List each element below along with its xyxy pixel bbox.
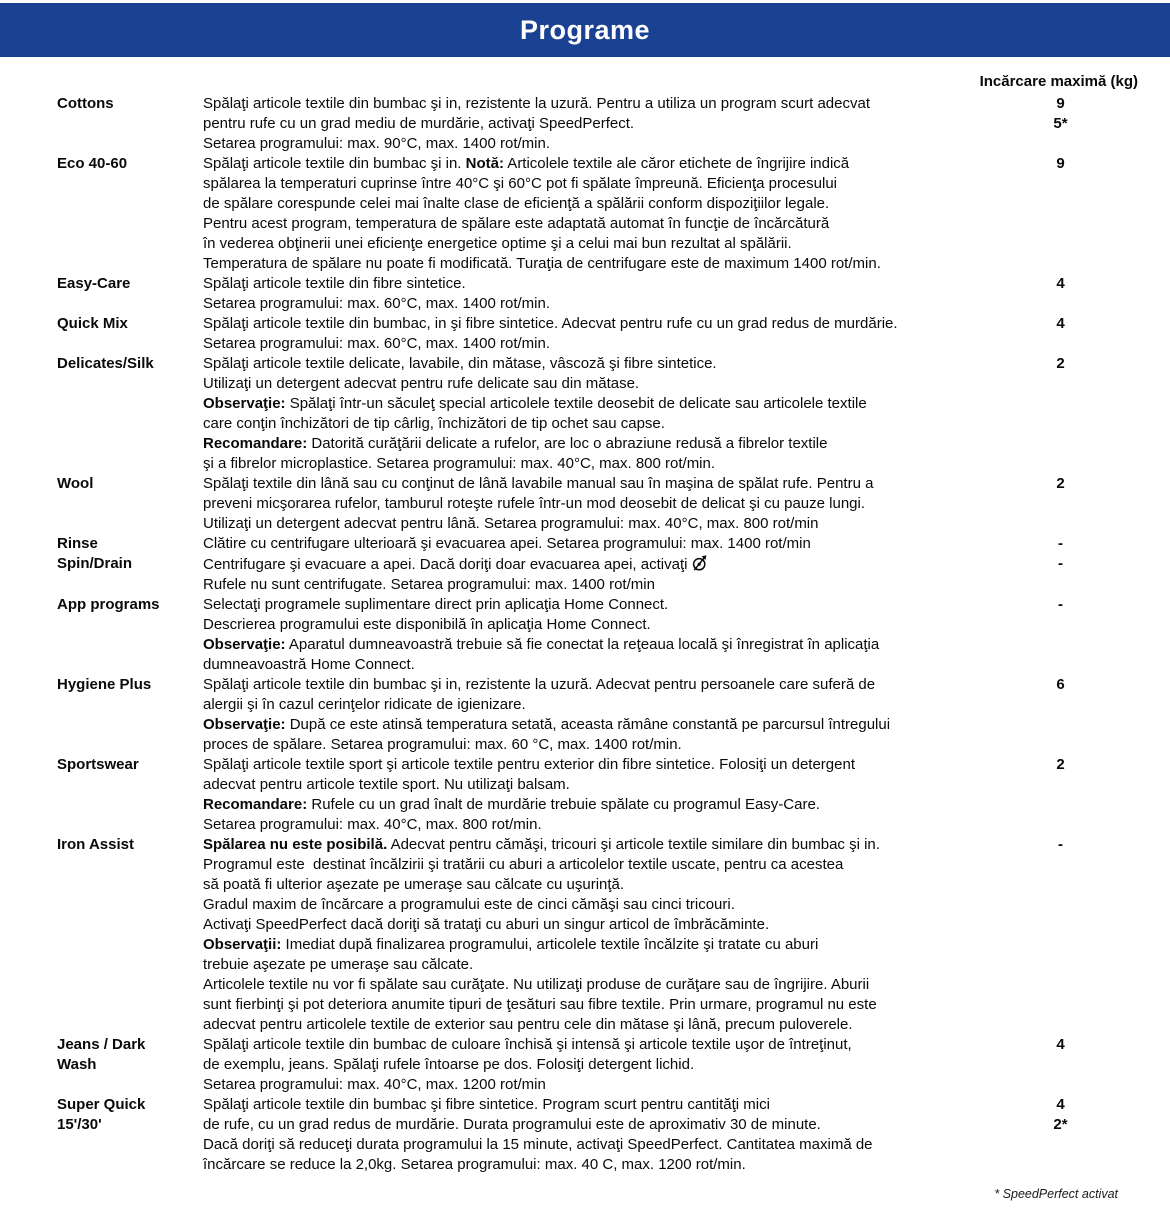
program-row	[57, 154, 1138, 274]
description-bold-text: Spălarea nu este posibilă.	[203, 836, 388, 853]
program-description	[203, 1095, 983, 1175]
program-max-load	[983, 1095, 1138, 1175]
description-text: Programul este destinat încălzirii şi tratării cu aburi a articolelor textile uscate, pentru ca acestea	[203, 856, 844, 873]
program-max-load	[983, 675, 1138, 755]
description-line	[203, 675, 983, 695]
program-description	[203, 755, 983, 835]
description-line	[203, 1155, 983, 1175]
description-line	[203, 314, 983, 334]
description-text: adecvat pentru articolele textile de exterior sau pentru cele din mătase şi lână, precum puloverele.	[203, 1016, 853, 1033]
description-line	[203, 755, 983, 775]
description-bold-text: Notă:	[465, 155, 504, 172]
description-line	[203, 895, 983, 915]
description-text: Setarea programului: max. 60°C, max. 1400 rot/min.	[203, 335, 550, 352]
program-name-line: Rinse	[57, 535, 98, 552]
description-text: După ce este atinsă temperatura setată, aceasta rămâne constantă pe parcursul întregului	[285, 716, 891, 733]
program-name-line: Hygiene Plus	[57, 676, 152, 693]
load-value: -	[1058, 535, 1063, 552]
description-bold-text: Observaţie:	[203, 716, 286, 733]
description-line	[203, 615, 983, 635]
description-line	[203, 174, 983, 194]
description-line	[203, 494, 983, 514]
program-name-line: Wash	[57, 1056, 97, 1073]
description-text: Gradul maxim de încărcare a programului este de cinci cămăşi sau cinci tricouri.	[203, 896, 735, 913]
program-max-load	[983, 154, 1138, 274]
load-value: 9	[1056, 155, 1065, 172]
program-name-line: 15'/30'	[57, 1116, 102, 1133]
program-name-line: Wool	[57, 475, 94, 492]
page-title: Programe	[519, 14, 651, 45]
program-name-line: Delicates/Silk	[57, 355, 154, 372]
load-value: 6	[1056, 676, 1065, 693]
program-description	[203, 474, 983, 534]
load-value: 4	[1056, 315, 1065, 332]
description-line	[203, 595, 983, 615]
description-bold-text: Recomandare:	[203, 435, 308, 452]
description-bold-text: Observaţii:	[203, 936, 282, 953]
program-row	[57, 675, 1138, 755]
description-line	[203, 1015, 983, 1035]
program-name	[57, 314, 203, 354]
description-text: Clătire cu centrifugare ulterioară şi evacuarea apei. Setarea programului: max. 1400 rot/min	[203, 535, 811, 552]
description-line	[203, 134, 983, 154]
load-value: -	[1058, 596, 1063, 613]
load-value: 2*	[1053, 1116, 1068, 1133]
program-name-line: Super Quick	[57, 1096, 146, 1113]
description-line	[203, 635, 983, 655]
description-line	[203, 775, 983, 795]
program-row	[57, 94, 1138, 154]
program-row	[57, 835, 1138, 1035]
description-text: Aparatul dumneavoastră trebuie să fie conectat la reţeaua locală şi înregistrat în aplicaţia	[285, 636, 880, 653]
description-line	[203, 434, 983, 454]
speedperfect-footnote: * SpeedPerfect activat	[994, 1187, 1118, 1201]
programs-table	[57, 94, 1138, 1175]
load-value: 2	[1056, 355, 1065, 372]
description-line	[203, 194, 983, 214]
description-line	[203, 114, 983, 134]
description-text: dumneavoastră Home Connect.	[203, 656, 415, 673]
description-text: Rufele cu un grad înalt de murdărie trebuie spălate cu programul Easy-Care.	[307, 796, 820, 813]
program-name	[57, 354, 203, 474]
description-text: Dacă doriţi să reduceţi durata programului la 15 minute, activaţi SpeedPerfect. Cantitatea maximă de	[203, 1136, 873, 1153]
description-line	[203, 955, 983, 975]
description-text: Setarea programului: max. 40°C, max. 800 rot/min.	[203, 816, 542, 833]
description-text: Spălaţi articole textile din bumbac, in şi fibre sintetice. Adecvat pentru rufe cu un grad redus de murdărie.	[203, 315, 898, 332]
description-text: Descrierea programului este disponibilă în aplicaţia Home Connect.	[203, 616, 651, 633]
program-max-load	[983, 354, 1138, 474]
program-name	[57, 534, 203, 554]
page-header	[0, 3, 1170, 57]
program-max-load	[983, 595, 1138, 675]
description-text: pentru rufe cu un grad mediu de murdărie, activaţi SpeedPerfect.	[203, 115, 635, 132]
program-name-line: Spin/Drain	[57, 555, 133, 572]
program-description	[203, 314, 983, 354]
program-name-line: Jeans / Dark	[57, 1036, 146, 1053]
description-line	[203, 1075, 983, 1095]
description-line	[203, 354, 983, 374]
load-value: -	[1058, 836, 1063, 853]
description-text: Datorită curăţării delicate a rufelor, are loc o abraziune redusă a fibrelor textile	[307, 435, 828, 452]
description-line	[203, 735, 983, 755]
description-text: sunt fierbinţi şi pot deteriora anumite tipuri de ţesături sau fibre textile. Prin urmare, programul nu este	[203, 996, 877, 1013]
description-line	[203, 995, 983, 1015]
description-line	[203, 875, 983, 895]
description-line	[203, 274, 983, 294]
description-line	[203, 94, 983, 114]
description-text: Utilizaţi un detergent adecvat pentru lână. Setarea programului: max. 40°C, max. 800 rot/min	[203, 515, 819, 532]
program-row	[57, 314, 1138, 354]
program-row	[57, 595, 1138, 675]
program-name	[57, 154, 203, 274]
description-text: încărcare se reduce la 2,0kg. Setarea programului: max. 40 C, max. 1200 rot/min.	[203, 1156, 746, 1173]
description-text: Spălaţi articole textile sport şi articole textile pentru exterior din fibre sintetice. Folosiţi un detergent	[203, 756, 855, 773]
description-line	[203, 695, 983, 715]
description-line	[203, 1115, 983, 1135]
program-max-load	[983, 1035, 1138, 1095]
description-text: Spălaţi articole textile delicate, lavabile, din mătase, vâscoză şi fibre sintetice.	[203, 355, 717, 372]
description-text: Activaţi SpeedPerfect dacă doriţi să trataţi cu aburi un singur articol de îmbrăcăminte.	[203, 916, 770, 933]
description-text: Articolele textile ale căror etichete de îngrijire indică	[503, 155, 850, 172]
description-text: Pentru acest program, temperatura de spălare este adaptată automat în funcţie de încărcătură	[203, 215, 830, 232]
program-row	[57, 1035, 1138, 1095]
program-max-load	[983, 835, 1138, 1035]
load-value: 9	[1056, 95, 1065, 112]
load-value: 2	[1056, 475, 1065, 492]
program-row	[57, 354, 1138, 474]
description-text: Utilizaţi un detergent adecvat pentru rufe delicate sau din mătase.	[203, 375, 640, 392]
description-text: Spălaţi textile din lână sau cu conţinut de lână lavabile manual sau în maşina de spălat rufe. Pentru a	[203, 475, 874, 492]
description-text: Articolele textile nu vor fi spălate sau curăţate. Nu utilizaţi produse de curăţare sau de îngrijire. Aburii	[203, 976, 870, 993]
program-description	[203, 835, 983, 1035]
description-line	[203, 815, 983, 835]
program-description	[203, 354, 983, 474]
load-value: 4	[1056, 1036, 1065, 1053]
program-row	[57, 755, 1138, 835]
description-line	[203, 1135, 983, 1155]
program-description	[203, 675, 983, 755]
description-line	[203, 414, 983, 434]
description-line	[203, 1035, 983, 1055]
program-row	[57, 274, 1138, 314]
program-name-line: Eco 40-60	[57, 155, 128, 172]
program-name	[57, 675, 203, 755]
description-text: Spălaţi articole textile din bumbac şi in, rezistente la uzură. Pentru a utiliza un program scurt adecvat	[203, 95, 871, 112]
description-text: Temperatura de spălare nu poate fi modificată. Turaţia de centrifugare este de maximum 1400 rot/min.	[203, 255, 881, 272]
description-bold-text: Recomandare:	[203, 796, 308, 813]
description-line	[203, 715, 983, 735]
program-max-load	[983, 474, 1138, 534]
description-text: spălarea la temperaturi cuprinse între 40°C şi 60°C pot fi spălate împreună. Eficienţa procesului	[203, 175, 837, 192]
description-text: Spălaţi articole textile din bumbac şi fibre sintetice. Program scurt pentru cantităţi mici	[203, 1096, 770, 1113]
description-text: de rufe, cu un grad redus de murdărie. Durata programului este de aproximativ 30 de minute.	[203, 1116, 821, 1133]
description-line	[203, 234, 983, 254]
program-row	[57, 534, 1138, 554]
description-line	[203, 835, 983, 855]
load-value: 5*	[1053, 115, 1068, 132]
program-max-load	[983, 94, 1138, 154]
description-line	[203, 514, 983, 534]
description-line	[203, 214, 983, 234]
description-line	[203, 795, 983, 815]
program-row	[57, 474, 1138, 534]
program-row	[57, 554, 1138, 595]
description-text: care conţin închizători de tip cârlig, închizători de tip ochet sau capse.	[203, 415, 665, 432]
program-max-load	[983, 534, 1138, 554]
description-line	[203, 394, 983, 414]
program-name-line: Sportswear	[57, 756, 139, 773]
load-value: 2	[1056, 756, 1065, 773]
description-bold-text: Observaţie:	[203, 636, 286, 653]
description-line	[203, 855, 983, 875]
description-line	[203, 534, 983, 554]
max-load-column-header: Incărcare maximă (kg)	[979, 73, 1138, 90]
description-line	[203, 334, 983, 354]
description-text: trebuie aşezate pe umeraşe sau călcate.	[203, 956, 474, 973]
description-text: Setarea programului: max. 60°C, max. 1400 rot/min.	[203, 295, 550, 312]
program-name-line: Iron Assist	[57, 836, 134, 853]
program-description	[203, 274, 983, 314]
description-text: Centrifugare şi evacuare a apei. Dacă doriţi doar evacuarea apei, activaţi	[203, 556, 692, 573]
description-text: Selectaţi programele suplimentare direct prin aplicaţia Home Connect.	[203, 596, 669, 613]
program-description	[203, 154, 983, 274]
program-max-load	[983, 274, 1138, 314]
program-description	[203, 554, 983, 595]
description-text: proces de spălare. Setarea programului: max. 60 °C, max. 1400 rot/min.	[203, 736, 682, 753]
program-name	[57, 94, 203, 154]
description-text: Setarea programului: max. 40°C, max. 1200 rot/min	[203, 1076, 546, 1093]
program-description	[203, 595, 983, 675]
program-row	[57, 1095, 1138, 1175]
program-name	[57, 755, 203, 835]
program-description	[203, 94, 983, 154]
program-name	[57, 595, 203, 675]
description-line	[203, 915, 983, 935]
content-area	[0, 72, 1170, 1201]
description-text: alergii şi în cazul cerinţelor ridicate de igienizare.	[203, 696, 526, 713]
description-line	[203, 294, 983, 314]
description-line	[203, 254, 983, 274]
description-line	[203, 575, 983, 595]
program-name	[57, 835, 203, 1035]
program-name	[57, 1095, 203, 1175]
description-line	[203, 474, 983, 494]
drain-icon	[692, 554, 708, 572]
description-bold-text: Observaţie:	[203, 395, 286, 412]
description-text: Rufele nu sunt centrifugate. Setarea programului: max. 1400 rot/min	[203, 576, 655, 593]
description-text: Spălaţi articole textile din fibre sintetice.	[203, 275, 466, 292]
program-name-line: Quick Mix	[57, 315, 128, 332]
program-max-load	[983, 755, 1138, 835]
program-name-line: Easy-Care	[57, 275, 131, 292]
description-line	[203, 1055, 983, 1075]
program-name-line: App programs	[57, 596, 160, 613]
program-description	[203, 534, 983, 554]
description-line	[203, 935, 983, 955]
description-line	[203, 454, 983, 474]
description-text: de exemplu, jeans. Spălaţi rufele întoarse pe dos. Folosiţi detergent lichid.	[203, 1056, 695, 1073]
description-text: de spălare corespunde celei mai înalte clase de eficienţă a spălării conform dispoziţiilor legale.	[203, 195, 830, 212]
description-line	[203, 1095, 983, 1115]
load-value: 4	[1056, 1096, 1065, 1113]
description-text: adecvat pentru articole textile sport. Nu utilizaţi balsam.	[203, 776, 570, 793]
description-text: Spălaţi articole textile din bumbac de culoare închisă şi intensă şi articole textile uşor de întreţinut,	[203, 1036, 852, 1053]
description-line	[203, 374, 983, 394]
program-description	[203, 1035, 983, 1095]
description-text: Setarea programului: max. 90°C, max. 1400 rot/min.	[203, 135, 550, 152]
description-text: să poată fi ulterior aşezate pe umeraşe sau călcate cu uşurinţă.	[203, 876, 625, 893]
description-text: Imediat după finalizarea programului, articolele textile încălzite şi tratate cu aburi	[281, 936, 819, 953]
description-line	[203, 655, 983, 675]
program-max-load	[983, 554, 1138, 595]
program-name-line: Cottons	[57, 95, 114, 112]
description-text: Spălaţi într-un săculeţ special articolele textile deosebit de delicate sau articolele textile	[285, 395, 867, 412]
description-text: preveni micşorarea rufelor, tamburul roteşte rufele într-un mod deosebit de delicat şi cu pauze lungi.	[203, 495, 866, 512]
description-line	[203, 154, 983, 174]
program-name	[57, 474, 203, 534]
description-text: Adecvat pentru cămăşi, tricouri şi articole textile similare din bumbac şi in.	[387, 836, 880, 853]
program-name	[57, 1035, 203, 1095]
description-line	[203, 975, 983, 995]
description-text: Spălaţi articole textile din bumbac şi in.	[203, 155, 466, 172]
description-text: şi a fibrelor microplastice. Setarea programului: max. 40°C, max. 800 rot/min.	[203, 455, 716, 472]
description-text: Spălaţi articole textile din bumbac şi in, rezistente la uzură. Adecvat pentru persoanele care suferă de	[203, 676, 876, 693]
program-max-load	[983, 314, 1138, 354]
description-text: în vederea obţinerii unei eficienţe energetice optime şi a celui mai bun rezultat al spălării.	[203, 235, 792, 252]
load-value: -	[1058, 555, 1063, 572]
load-value: 4	[1056, 275, 1065, 292]
program-name	[57, 274, 203, 314]
program-name	[57, 554, 203, 595]
description-line	[203, 554, 983, 575]
